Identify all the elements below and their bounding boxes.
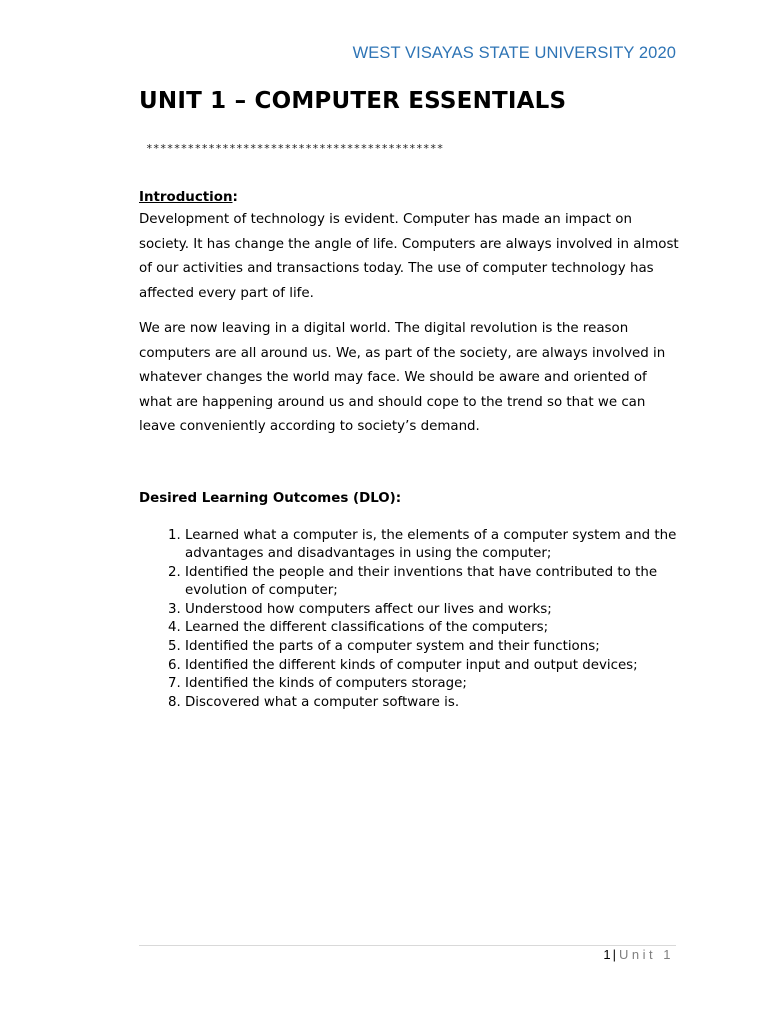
footer-separator: | xyxy=(612,947,617,962)
list-item: 8. Discovered what a computer software is. xyxy=(185,694,679,713)
list-item: 1. Learned what a computer is, the elements of a computer system and the advantages and disadvantages in using the computer; xyxy=(185,527,679,564)
introduction-paragraph: Development of technology is evident. Computer has made an impact on society. It has change the angle of life. Computers are always involved in almost of our activities and transactions today. The use of computer technology has affected every part of life. xyxy=(139,212,679,301)
introduction-heading-text: Introduction xyxy=(139,190,233,205)
list-item: 3. Understood how computers affect our lives and works; xyxy=(185,601,679,620)
header-university: WEST VISAYAS STATE UNIVERSITY 2020 xyxy=(352,44,676,62)
footer-divider xyxy=(139,945,676,946)
page-number: 1 xyxy=(603,947,611,962)
footer-unit-label: Unit 1 xyxy=(619,947,674,962)
introduction-heading-colon: : xyxy=(232,190,238,205)
list-item: 6. Identified the different kinds of computer input and output devices; xyxy=(185,657,679,676)
list-item: 5. Identified the parts of a computer system and their functions; xyxy=(185,638,679,657)
dlo-list xyxy=(139,527,679,713)
page-title: UNIT 1 – COMPUTER ESSENTIALS xyxy=(139,88,567,114)
list-item: 4. Learned the different classifications of the computers; xyxy=(185,619,679,638)
introduction-paragraph: We are now leaving in a digital world. The digital revolution is the reason computers are all around us. We, as part of the society, are always involved in whatever changes the world may face. We should be aware and oriented of what are happening around us and should cope to the trend so that we can leave conveniently according to society’s demand. xyxy=(139,321,666,434)
page-footer xyxy=(603,947,674,962)
document-body xyxy=(139,188,679,712)
list-item: 2. Identified the people and their inventions that have contributed to the evolution of computer; xyxy=(185,564,679,601)
asterisk-separator: ******************************************* xyxy=(146,142,444,155)
dlo-heading: Desired Learning Outcomes (DLO): xyxy=(139,490,402,506)
introduction-heading xyxy=(139,188,679,208)
list-item: 7. Identified the kinds of computers storage; xyxy=(185,675,679,694)
